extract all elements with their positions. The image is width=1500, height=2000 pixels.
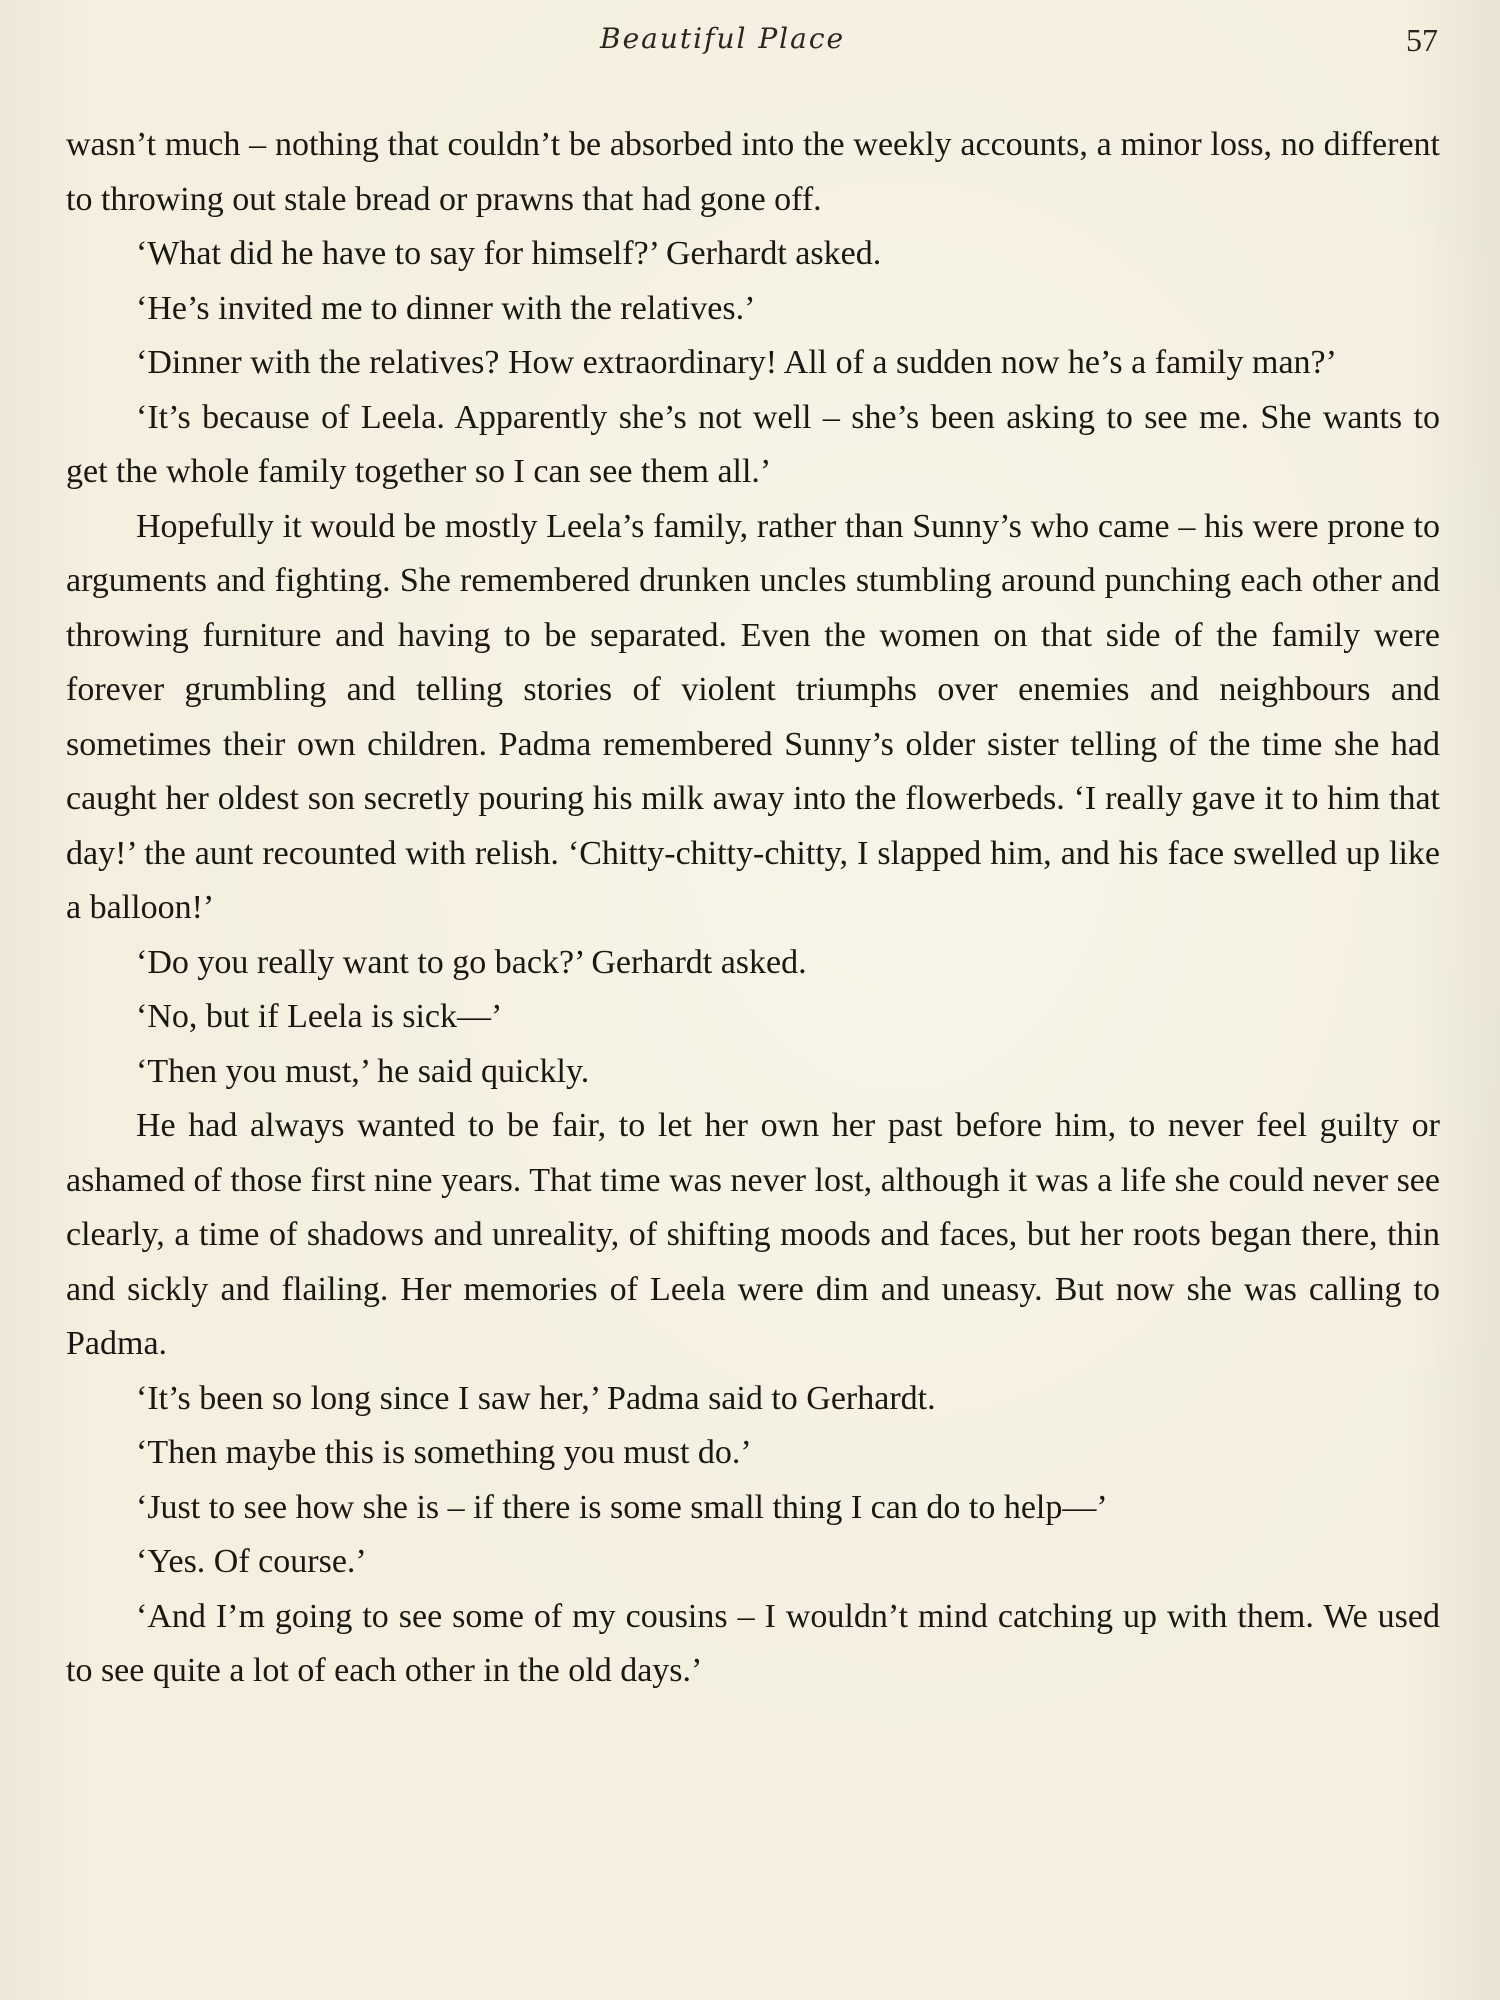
paragraph: ‘Then maybe this is something you must do.’ — [136, 1434, 752, 1471]
paragraph: ‘He’s invited me to dinner with the relatives.’ — [136, 289, 756, 327]
paragraph: ‘And I’m going to see some of my cousins – I wouldn’t mind catching up with them. We used to see quite a lot of each other in the old days.’ — [66, 1597, 1440, 1689]
paragraph: ‘Just to see how she is – if there is some small thing I can do to help—’ — [136, 1488, 1108, 1526]
paragraph: He had always wanted to be fair, to let her own her past before him, to never feel guilty or ashamed of those first nine years. That time was never lost, although it was a life she could never see clearly, a time of shadows and unreality, of shifting moods and faces, but her roots began there, thin and sickly and flailing. Her memories of Leela were dim and uneasy. But now she was calling to Padma. — [66, 1107, 1440, 1362]
paragraph: ‘What did he have to say for himself?’ Gerhardt asked. — [136, 235, 882, 272]
paragraph: Hopefully it would be mostly Leela’s family, rather than Sunny’s who came – his were prone to arguments and fighting. She remembered drunken uncles stumbling around punching each other and throwing furniture and having to be separated. Even the women on that side of the family were forever grumbling and telling stories of violent triumphs over enemies and neighbours and sometimes their own children. Padma remembered Sunny’s older sister telling of the time she had caught her oldest son secretly pouring his milk away into the flowerbeds. ‘I really gave it to him that day!’ the aunt recounted with relish. ‘Chitty-chitty-chitty, I slapped him, and his face swelled up like a balloon!’ — [66, 507, 1440, 926]
paragraph: ‘Yes. Of course.’ — [136, 1543, 367, 1580]
body-text — [66, 118, 1440, 1699]
running-head — [0, 22, 1500, 62]
paragraph: ‘It’s because of Leela. Apparently she’s not well – she’s been asking to see me. She wants to get the whole family together so I can see them all.’ — [66, 398, 1440, 490]
running-title: Beautiful Place — [600, 22, 846, 55]
paragraph: ‘Dinner with the relatives? How extraordinary! All of a sudden now he’s a family man?’ — [136, 344, 1337, 381]
paragraph: wasn’t much – nothing that couldn’t be absorbed into the weekly accounts, a minor loss, no different to throwing out stale bread or prawns that had gone off. — [66, 126, 1440, 218]
paragraph: ‘It’s been so long since I saw her,’ Padma said to Gerhardt. — [136, 1379, 936, 1417]
page-number: 57 — [1406, 22, 1438, 58]
paragraph: ‘Do you really want to go back?’ Gerhardt asked. — [136, 943, 807, 981]
paragraph: ‘No, but if Leela is sick—’ — [136, 998, 503, 1035]
paragraph: ‘Then you must,’ he said quickly. — [136, 1052, 590, 1090]
